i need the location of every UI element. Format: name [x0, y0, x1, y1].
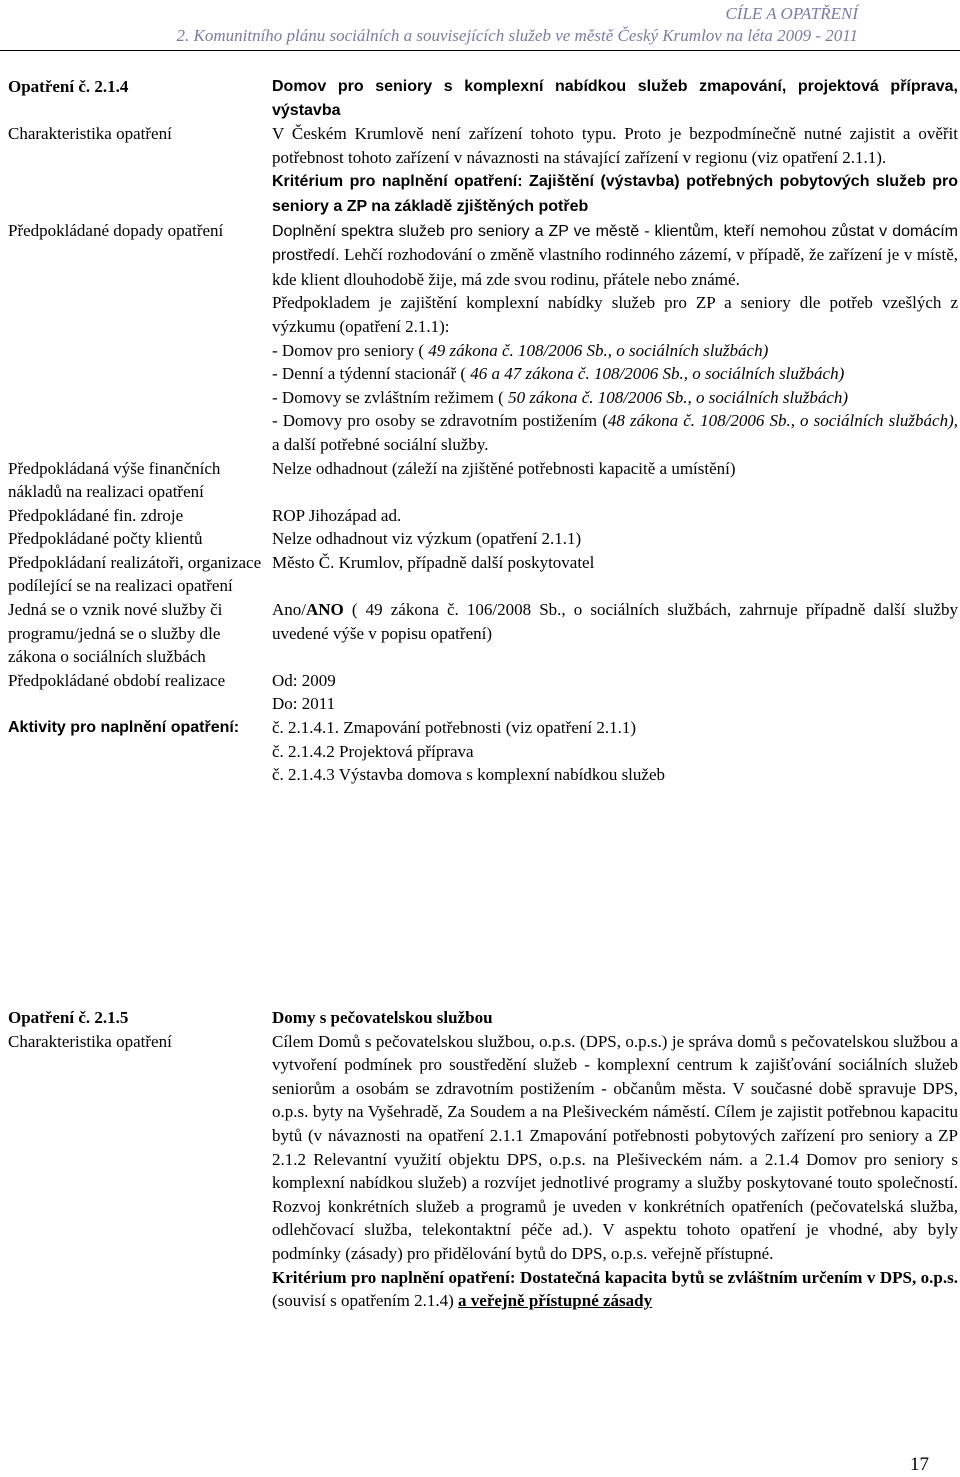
label-period: Předpokládané období realizace — [8, 670, 226, 690]
activity-item: č. 2.1.4.1. Zmapování potřebnosti (viz opatření 2.1.1) — [272, 718, 636, 738]
header-rule — [0, 50, 960, 51]
impact-text-1: Doplnění spektra služeb pro seniory a ZP ve městě - klientům, kteří nemohou zůstat v domácím prostředí. — [272, 222, 958, 265]
label-activities: Aktivity pro naplnění opatření: — [8, 719, 240, 737]
funding-text: ROP Jihozápad ad. — [272, 505, 402, 525]
row-new-service — [4, 598, 958, 669]
label-characteristic: Charakteristika opatření — [8, 1031, 172, 1051]
criterion-tail: a veřejně přístupné zásady — [458, 1291, 653, 1311]
label-clients: Předpokládané počty klientů — [8, 529, 203, 549]
header-subtitle: 2. Komunitního plánu sociálních a souvisejících služeb ve městě Český Krumlov na léta 2009 - 2011 — [176, 26, 858, 45]
new-service-text: Ano/ANO ( 49 zákona č. 106/2008 Sb., o sociálních službách, zahrnuje případně další služby uvedené výše v popisu opatření) — [272, 600, 958, 643]
row-funding — [4, 504, 958, 528]
row-implementers — [4, 551, 958, 598]
row-id — [4, 1006, 958, 1030]
label-cost: Předpokládaná výše finančních nákladů na realizaci opatření — [8, 458, 221, 502]
period-from: Od: 2009 — [272, 670, 336, 690]
impact-item: - Domovy se zvláštním režimem ( 50 zákona č. 108/2006 Sb., o sociálních službách) — [272, 387, 849, 407]
label-measure-id: Opatření č. 2.1.4 — [8, 77, 129, 96]
activity-item: č. 2.1.4.3 Výstavba domova s komplexní nabídkou služeb — [272, 765, 665, 785]
impact-intro: Předpokladem je zajištění komplexní nabídky služeb pro ZP a seniory dle potřeb vzešlých z výzkumu (opatření 2.1.1): — [272, 293, 958, 336]
label-impact: Předpokládané dopady opatření — [8, 220, 224, 240]
row-id — [4, 75, 958, 122]
criterion-normal: (souvisí s opatřením 2.1.4) — [272, 1291, 459, 1311]
row-impact — [4, 219, 958, 457]
impact-item: - Domov pro seniory ( 49 zákona č. 108/2006 Sb., o sociálních službách) — [272, 340, 769, 360]
label-new-service: Jedná se o vznik nové služby či programu/jedná se o služby dle zákona o sociálních službách — [8, 600, 223, 667]
label-measure-id: Opatření č. 2.1.5 — [8, 1008, 129, 1027]
characteristic-text: V Českém Krumlově není zařízení tohoto typu. Proto je bezpodmínečně nutné zajistit a ověřit potřebnost tohoto zařízení v návaznosti na stávající zařízení v regionu (viz opatření 2.1.1). — [272, 124, 958, 167]
criterion-bold: Kritérium pro naplnění opatření: Dostatečná kapacita bytů se zvláštním určením v DPS, o.p.s. — [272, 1267, 958, 1287]
header-title: CÍLE A OPATŘENÍ — [725, 4, 858, 23]
impact-item: - Domovy pro osoby se zdravotním postižením (48 zákona č. 108/2006 Sb., o sociálních službách), a další potřebné sociální služby. — [272, 411, 958, 454]
measure-title: Domy s pečovatelskou službou — [272, 1008, 493, 1027]
label-funding: Předpokládané fin. zdroje — [8, 505, 184, 525]
row-characteristic — [4, 1030, 958, 1313]
row-period — [4, 669, 958, 716]
impact-item: - Denní a týdenní stacionář ( 46 a 47 zákona č. 108/2006 Sb., o sociálních službách) — [272, 364, 845, 384]
clients-text: Nelze odhadnout viz výzkum (opatření 2.1.1) — [272, 529, 582, 549]
characteristic-text: Cílem Domů s pečovatelskou službou, o.p.s. (DPS, o.p.s.) je správa domů s pečovatelskou službou a vytvoření podmínek pro soustředění služeb - komplexní centrum k zajišťování sociálních služeb seniorům a osobám se zdravotním postižením - občanům města. V současné době spravuje DPS, o.p.s. byty na Vyšehradě, Za Soudem a na Plešiveckém náměstí. Cílem je zajistit potřebnou kapacitu bytů (v návaznosti na opatření 2.1.1 Zmapování potřebnosti pobytových zařízení pro seniory a ZP 2.1.2 Relevantní využití objektu DPS, o.p.s. na Plešiveckém nám. a 2.1.4 Domov pro seniory s komplexní nabídkou služeb) a rozvíjet jednotlivé programy a služby poskytované touto společností. Rozvoj konkrétních služeb a programů je uveden v konkrétních opatřeních (pečovatelská služba, odlehčovací služba, telekontaktní péče ad.). V aspektu tohoto opatření je vhodné, aby byly podmínky (zásady) pro přidělování bytů do DPS, o.p.s. veřejně přístupné. — [272, 1031, 958, 1263]
period-to: Do: 2011 — [272, 694, 336, 714]
implementers-text: Město Č. Krumlov, případně další poskytovatel — [272, 552, 595, 572]
measure-2-1-5-table — [4, 1006, 958, 1313]
criterion-text: Kritérium pro naplnění opatření: Zajištění (výstavba) potřebných pobytových služeb pro seniory a ZP na základě zjištěných potřeb — [272, 173, 958, 215]
cost-text: Nelze odhadnout (záleží na zjištěné potřebnosti kapacitě a umístění) — [272, 458, 736, 478]
activity-item: č. 2.1.4.2 Projektová příprava — [272, 741, 474, 761]
row-characteristic — [4, 122, 958, 218]
measure-title: Domov pro seniory s komplexní nabídkou služeb zmapování, projektová příprava, výstavba — [272, 78, 958, 119]
row-cost — [4, 457, 958, 504]
impact-text-2: Lehčí rozhodování o změně vlastního rodinného zázemí, v případě, že zařízení je v místě, kde klient dlouhodobě žije, má zde svou rodinu, přátele nebo známé. — [272, 245, 959, 289]
page-number: 17 — [910, 1454, 929, 1475]
measure-2-1-4-table — [4, 75, 958, 787]
row-activities — [4, 716, 958, 787]
row-clients — [4, 527, 958, 551]
label-implementers: Předpokládaní realizátoři, organizace podílející se na realizaci opatření — [8, 552, 262, 596]
label-characteristic: Charakteristika opatření — [8, 124, 172, 144]
